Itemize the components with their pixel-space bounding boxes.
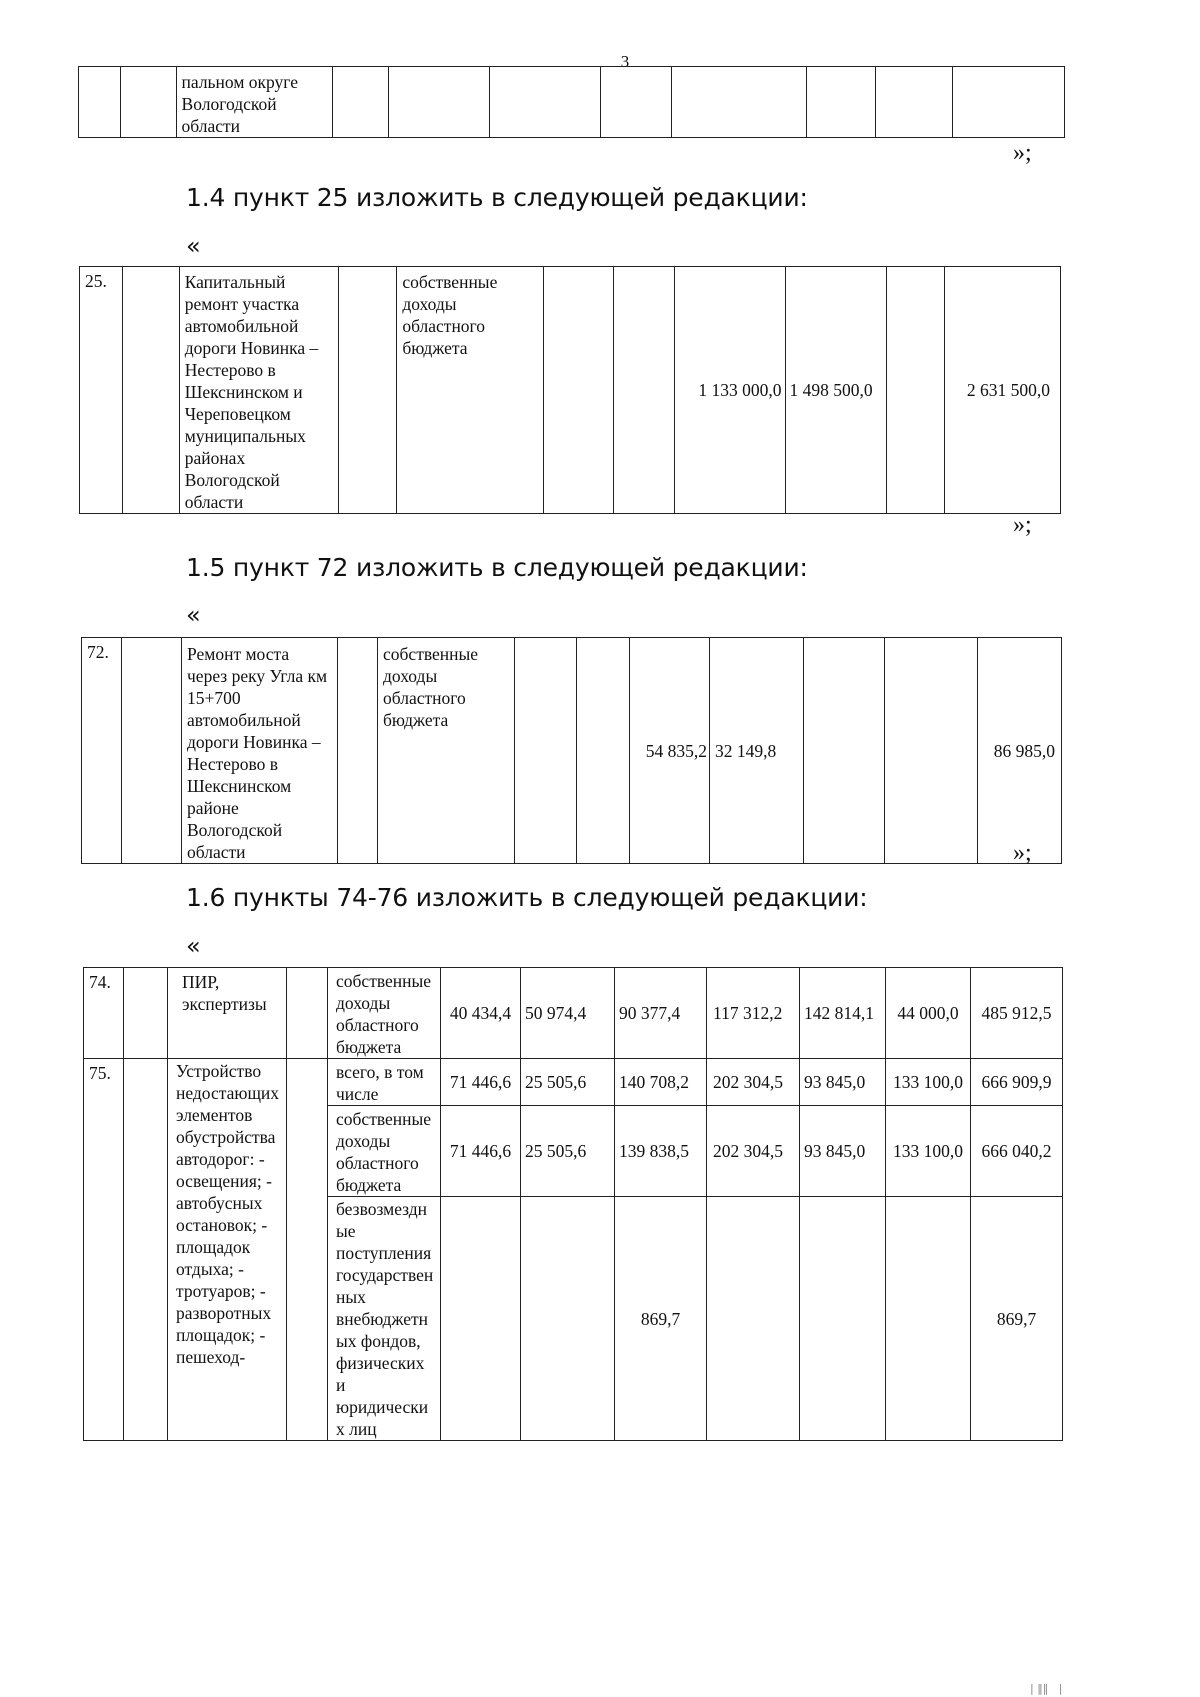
value-cell: 666 040,2 [971, 1106, 1063, 1197]
funding-source: собственные доходы областного бюджета [328, 1106, 441, 1197]
value-cell: 117 312,2 [707, 968, 800, 1059]
value-cell [441, 1197, 521, 1441]
table-row [80, 267, 1061, 514]
table-cell [122, 267, 179, 514]
table-cell [122, 638, 182, 864]
value-cell: 142 814,1 [800, 968, 886, 1059]
table-row [84, 1059, 1063, 1106]
opening-quote: « [186, 932, 201, 960]
table-cell [338, 638, 378, 864]
value-cell [885, 638, 978, 864]
item-name: Ремонт моста через реку Угла км 15+700 автомобильной дороги Новинка – Нестерово в Шекснинском районе Вологодской области [182, 638, 338, 864]
value-cell: 86 985,0 [978, 638, 1062, 864]
item-name: Капитальный ремонт участка автомобильной дороги Новинка – Нестерово в Шекснинском и Череповецком муниципальных районах Вологодской области [179, 267, 339, 514]
value-cell: 25 505,6 [521, 1059, 615, 1106]
section-heading: 1.5 пункт 72 изложить в следующей редакции: [186, 553, 808, 582]
table-cell [601, 67, 671, 138]
table-cell [120, 67, 176, 138]
item-number: 74. [84, 968, 124, 1059]
items-74-76-table [83, 967, 1063, 1441]
value-cell [804, 638, 885, 864]
table-cell [806, 67, 875, 138]
value-cell: 202 304,5 [707, 1106, 800, 1197]
value-cell: 202 304,5 [707, 1059, 800, 1106]
value-cell [613, 267, 674, 514]
table-cell [332, 67, 389, 138]
value-cell: 485 912,5 [971, 968, 1063, 1059]
value-cell: 133 100,0 [886, 1106, 971, 1197]
value-cell [887, 267, 945, 514]
item-number: 75. [84, 1059, 124, 1441]
section-heading: 1.6 пункты 74-76 изложить в следующей редакции: [186, 883, 868, 912]
value-cell: 93 845,0 [800, 1106, 886, 1197]
value-cell: 50 974,4 [521, 968, 615, 1059]
table-row [82, 638, 1062, 864]
value-cell: 139 838,5 [615, 1106, 707, 1197]
value-cell [800, 1197, 886, 1441]
value-cell [886, 1197, 971, 1441]
value-cell: 44 000,0 [886, 968, 971, 1059]
value-cell: 54 835,2 [630, 638, 710, 864]
item-number: 25. [80, 267, 123, 514]
page-number: 3 [620, 52, 630, 71]
value-cell: 40 434,4 [441, 968, 521, 1059]
value-cell: 90 377,4 [615, 968, 707, 1059]
table-cell [339, 267, 397, 514]
top-continuation-table [78, 66, 1065, 138]
funding-source: всего, в том числе [328, 1059, 441, 1106]
funding-source: собственные доходы областного бюджета [328, 968, 441, 1059]
closing-quote: »; [1013, 512, 1032, 538]
value-cell [707, 1197, 800, 1441]
item-25-table [79, 266, 1061, 514]
section-heading: 1.4 пункт 25 изложить в следующей редакции: [186, 183, 808, 212]
opening-quote: « [186, 601, 201, 629]
value-cell: 1 498 500,0 [786, 267, 887, 514]
funding-source: собственные доходы областного бюджета [378, 638, 515, 864]
scan-marks: | ‖‖ | [1030, 1682, 1063, 1695]
table-cell [124, 1059, 168, 1441]
value-cell: 32 149,8 [710, 638, 804, 864]
value-cell: 1 133 000,0 [674, 267, 786, 514]
value-cell [515, 638, 577, 864]
value-cell: 2 631 500,0 [945, 267, 1061, 514]
value-cell: 93 845,0 [800, 1059, 886, 1106]
closing-quote: »; [1013, 840, 1032, 866]
value-cell [544, 267, 614, 514]
funding-source: безвозмездные поступления государственных внебюджетных фондов, физических и юридических лиц [328, 1197, 441, 1441]
table-row [84, 968, 1063, 1059]
item-name: ПИР, экспертизы [168, 968, 287, 1059]
table-cell [952, 67, 1064, 138]
closing-quote: »; [1013, 140, 1032, 166]
item-name: Устройство недостающих элементов обустройства автодорог: - освещения; - автобусных остановок; - площадок отдыха; - тротуаров; - разворотных площадок; - пешеход- [168, 1059, 287, 1441]
opening-quote: « [186, 232, 201, 260]
table-cell [671, 67, 806, 138]
table-cell [876, 67, 953, 138]
table-cell [287, 968, 328, 1059]
table-cell [287, 1059, 328, 1441]
value-cell [521, 1197, 615, 1441]
table-row [79, 67, 1065, 138]
item-number: 72. [82, 638, 122, 864]
table-cell [490, 67, 601, 138]
value-cell: 71 446,6 [441, 1106, 521, 1197]
table-cell: пальном округе Вологодской области [176, 67, 332, 138]
value-cell: 869,7 [615, 1197, 707, 1441]
value-cell: 25 505,6 [521, 1106, 615, 1197]
value-cell: 869,7 [971, 1197, 1063, 1441]
table-cell [124, 968, 168, 1059]
table-cell [389, 67, 490, 138]
value-cell [577, 638, 630, 864]
value-cell: 71 446,6 [441, 1059, 521, 1106]
value-cell: 140 708,2 [615, 1059, 707, 1106]
value-cell: 666 909,9 [971, 1059, 1063, 1106]
funding-source: собственные доходы областного бюджета [397, 267, 544, 514]
item-72-table [81, 637, 1062, 864]
table-cell [79, 67, 121, 138]
value-cell: 133 100,0 [886, 1059, 971, 1106]
